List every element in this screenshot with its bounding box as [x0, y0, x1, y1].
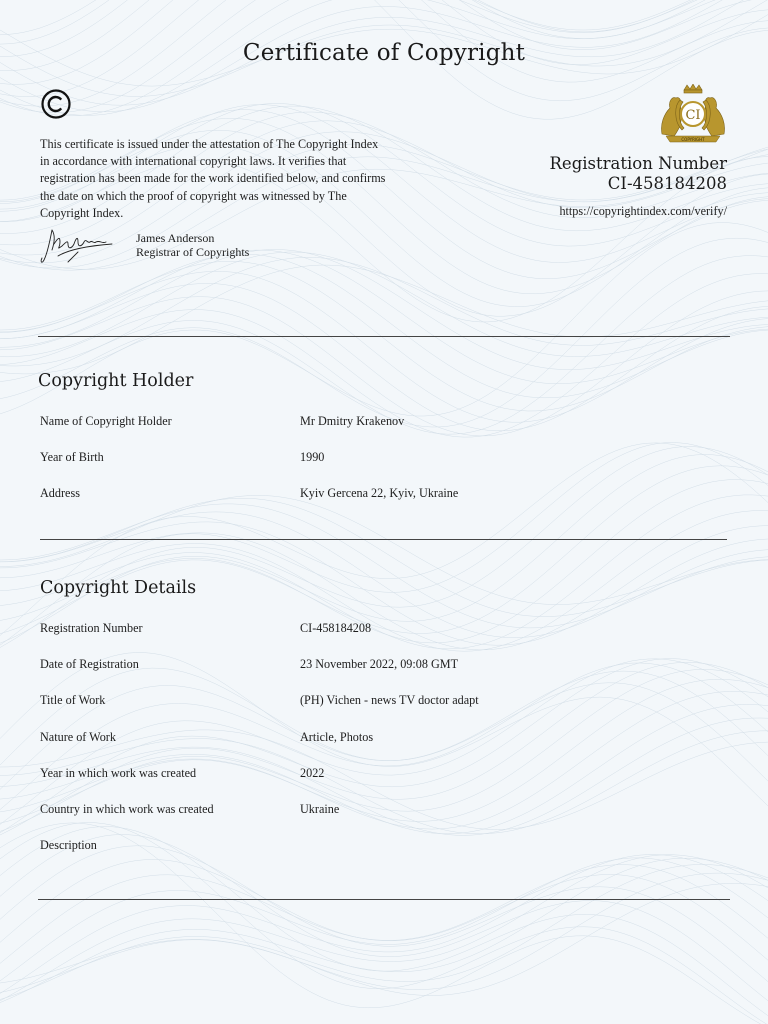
certificate-statement: This certificate is issued under the attestation of The Copyright Index in accordance with international copyright laws. It verifies that registration has been made for the work identified below, and confirms the date on which the proof of copyright was witnessed by The Copyright Index. — [40, 137, 386, 220]
field-value: CI-458184208 — [300, 621, 372, 635]
field-row — [0, 450, 768, 470]
field-value: 2022 — [300, 765, 325, 780]
field-label: Nature of Work — [40, 729, 116, 744]
field-value: 1990 — [300, 450, 325, 464]
field-label: Country in which work was created — [40, 802, 214, 816]
field-value: Mr Dmitry Krakenov — [300, 414, 405, 428]
verify-link[interactable]: https://copyrightindex.com/verify/ — [559, 204, 727, 218]
logo-banner-text: COPYRIGHT — [681, 136, 705, 142]
certificate-title: Certificate of Copyright — [242, 40, 526, 66]
details-section-title: Copyright Details — [40, 578, 197, 598]
field-value: Ukraine — [300, 802, 340, 816]
field-value: Kyiv Gercena 22, Kyiv, Ukraine — [300, 486, 459, 500]
field-row — [0, 486, 768, 506]
field-row — [0, 802, 768, 822]
field-value: (PH) Vichen - news TV doctor adapt — [300, 693, 479, 708]
registrar-info — [136, 231, 249, 259]
logo-monogram: CI — [685, 108, 701, 123]
field-label: Date of Registration — [40, 657, 139, 672]
divider-bottom — [38, 899, 730, 900]
registrar-title: Registrar of Copyrights — [136, 245, 250, 259]
holder-section-title: Copyright Holder — [38, 371, 194, 391]
field-label: Registration Number — [40, 621, 143, 635]
field-label: Name of Copyright Holder — [40, 414, 172, 428]
field-row — [0, 838, 768, 858]
field-row — [0, 766, 768, 786]
field-label: Description — [40, 838, 97, 853]
field-row — [0, 414, 768, 434]
registrar-name: James Anderson — [136, 231, 215, 245]
registration-heading: Registration Number — [549, 154, 727, 173]
field-row — [0, 693, 768, 713]
registrar-signature — [38, 222, 118, 272]
field-label: Year of Birth — [40, 450, 104, 464]
crest-logo-icon — [656, 84, 730, 148]
field-label: Title of Work — [40, 693, 106, 708]
divider-middle — [40, 539, 727, 540]
copyright-icon — [40, 88, 72, 120]
divider-top — [38, 336, 730, 337]
field-label: Address — [40, 486, 80, 500]
field-row — [0, 621, 768, 641]
field-row — [0, 730, 768, 750]
registration-block — [550, 154, 728, 194]
field-label: Year in which work was created — [40, 765, 197, 780]
field-row — [0, 657, 768, 677]
field-value: Article, Photos — [300, 729, 374, 744]
field-value: 23 November 2022, 09:08 GMT — [300, 657, 459, 672]
registration-number: CI-458184208 — [607, 174, 727, 193]
